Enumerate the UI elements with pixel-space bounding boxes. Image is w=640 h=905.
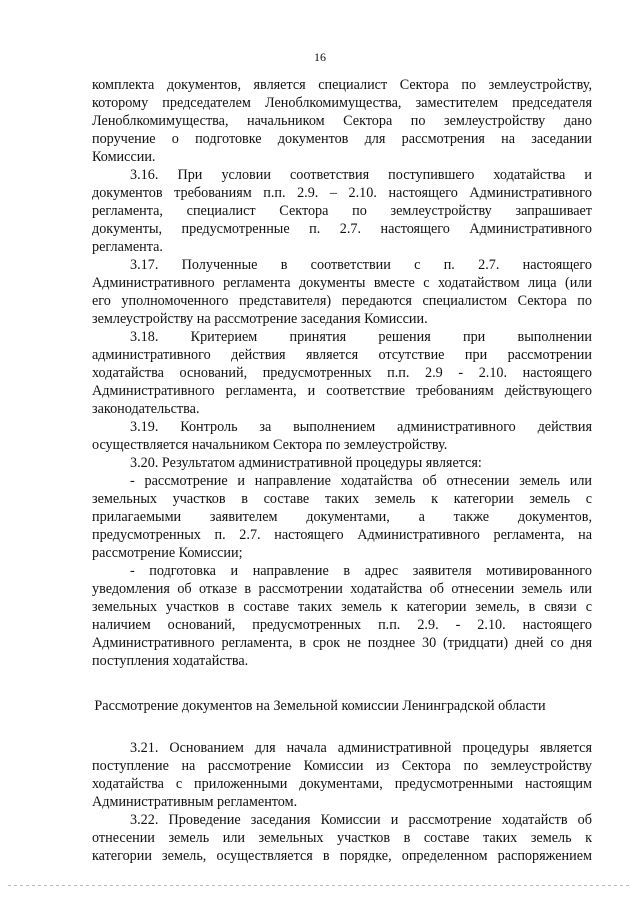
text-line: которому председателем Леноблкомимущества, заместителем председателя bbox=[92, 95, 592, 111]
text-line: законодательства. bbox=[92, 401, 200, 417]
text-line: ходатайства с приложенными документами, предусмотренными настоящим bbox=[92, 776, 592, 792]
text-line: комплекта документов, является специалист Сектора по землеустройству, bbox=[92, 77, 592, 93]
text-line: 3.16. При условии соответствия поступившего ходатайства и bbox=[130, 167, 592, 183]
page-number: 16 bbox=[314, 50, 326, 64]
text-line: рассмотрение Комиссии; bbox=[92, 545, 243, 561]
text-line: земельных участков в составе таких земель к категории земель, в связи с bbox=[92, 599, 592, 615]
text-line: прилагаемыми заявителем документами, а также документов, bbox=[92, 509, 592, 525]
text-line: Административного регламента, и соответствие требованиям действующего bbox=[92, 383, 592, 399]
text-line: уведомления об отказе в рассмотрении ходатайства об отнесении земель или bbox=[92, 581, 592, 597]
text-line: землеустройству на рассмотрение заседания Комиссии. bbox=[92, 311, 428, 327]
scan-edge bbox=[8, 885, 632, 886]
text-line: Административного регламента документы вместе с ходатайством лица (или bbox=[92, 275, 592, 291]
text-line: 3.21. Основанием для начала административной процедуры является bbox=[130, 740, 592, 756]
text-line: Административного регламента, в срок не позднее 30 (тридцати) дней со дня bbox=[92, 635, 592, 651]
text-line: регламента. bbox=[92, 239, 163, 255]
text-line: его уполномоченного представителя) передаются специалистом Сектора по bbox=[92, 293, 592, 309]
text-line: Административным регламентом. bbox=[92, 794, 298, 810]
text-line: поручение о подготовке документов для рассмотрения на заседании bbox=[92, 131, 592, 147]
text-line: поступления ходатайства. bbox=[92, 653, 249, 669]
text-line: 3.17. Полученные в соответствии с п. 2.7. настоящего bbox=[130, 257, 592, 273]
text-line: документы, предусмотренные п. 2.7. настоящего Административного bbox=[92, 221, 592, 237]
text-line: 3.20. Результатом административной процедуры является: bbox=[130, 455, 482, 471]
text-line: - рассмотрение и направление ходатайства об отнесении земель или bbox=[130, 473, 592, 489]
text-line: предусмотренных п. 2.7. настоящего Административного регламента, на bbox=[92, 527, 592, 543]
text-line: наличием оснований, предусмотренных п.п. 2.9. - 2.10. настоящего bbox=[92, 617, 592, 633]
text-line: осуществляется начальником Сектора по землеустройству. bbox=[92, 437, 448, 453]
text-line: поступление на рассмотрение Комиссии из Сектора по землеустройству bbox=[92, 758, 592, 774]
text-line: Комиссии. bbox=[92, 149, 156, 165]
text-line: - подготовка и направление в адрес заявителя мотивированного bbox=[130, 563, 592, 579]
text-line: отнесении земель или земельных участков в составе таких земель к bbox=[92, 830, 592, 846]
text-line: административного действия является отсутствие при рассмотрении bbox=[92, 347, 592, 363]
section-heading: Рассмотрение документов на Земельной комиссии Ленинградской области bbox=[94, 698, 546, 714]
text-line: 3.18. Критерием принятия решения при выполнении bbox=[130, 329, 592, 345]
text-line: 3.19. Контроль за выполнением административного действия bbox=[130, 419, 592, 435]
text-line: ходатайства оснований, предусмотренных п.п. 2.9 - 2.10. настоящего bbox=[92, 365, 592, 381]
text-line: 3.22. Проведение заседания Комиссии и рассмотрение ходатайств об bbox=[130, 812, 592, 828]
text-line: земельных участков в составе таких земель к категории земель с bbox=[92, 491, 592, 507]
text-line: Леноблкомимущества, начальником Сектора по землеустройству дано bbox=[92, 113, 592, 129]
text-line: регламента, специалист Сектора по землеустройству запрашивает bbox=[92, 203, 592, 219]
text-line: документов требованиям п.п. 2.9. – 2.10. настоящего Административного bbox=[92, 185, 592, 201]
text-line: категории земель, осуществляется в порядке, определенном распоряжением bbox=[92, 848, 592, 864]
